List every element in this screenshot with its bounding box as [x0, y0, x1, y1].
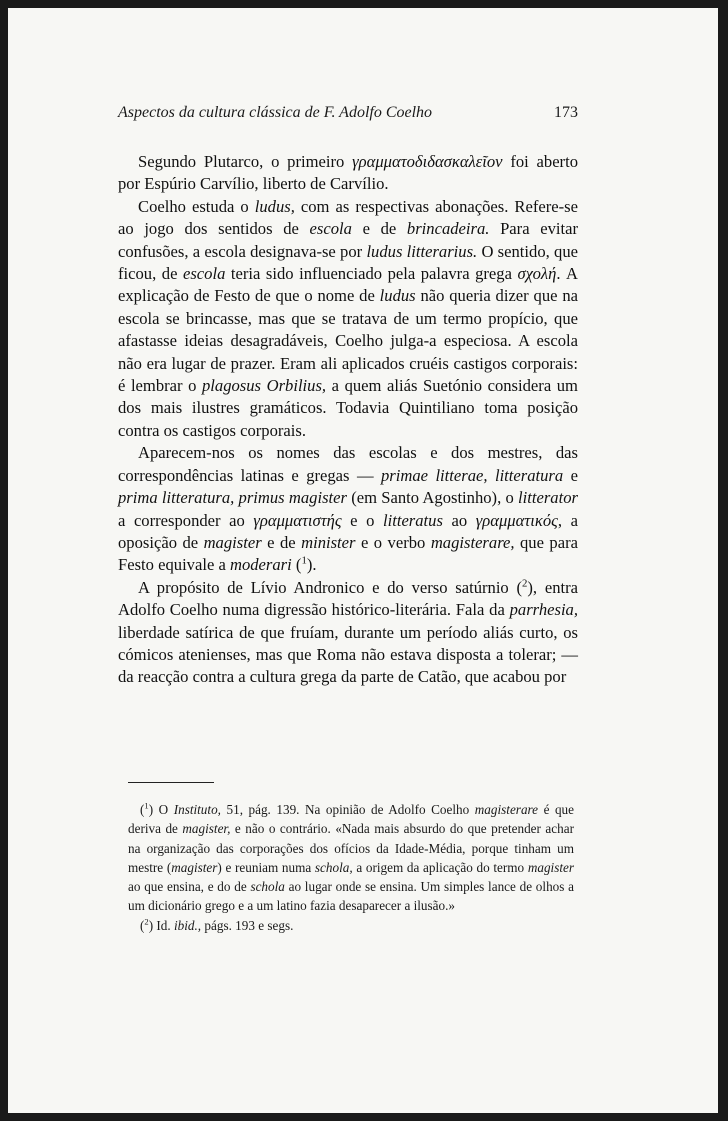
page-header [118, 104, 578, 122]
body-text [118, 151, 578, 689]
footnote-divider [128, 782, 214, 783]
footnote-2: ($^2$) Id. ibid., págs. 193 e segs. [140, 916, 294, 933]
paragraph-3: Aparecem-nos os nomes das escolas e dos mestres, das correspondências latinas e gregas — primae litterae, litteratura e prima litteratura, primus magister (em Santo Agostinho), o litterator a corresponder ao γραμματιστής e o litteratus ao γραμματικός, a oposição de magister e de minister e o verbo magisterare, que para Festo equivale a moderari ($^1$). [118, 443, 578, 575]
page-number: 173 [554, 104, 578, 121]
book-page [8, 8, 718, 1113]
footnote-ref-2[interactable]: 2 [522, 577, 528, 590]
footnote-1: ($^1$) O Instituto, 51, pág. 139. Na opinião de Adolfo Coelho magisterare é que deriva de magister, e não o contrário. «Nada mais absurdo do que pretender achar na organização das corporações dos ofícios da Idade-Média, porque tinham um mestre (magister) e reuniam numa schola, a origem da aplicação do termo magister ao que ensina, e do de schola ao lugar onde se ensina. Um simples lance de olhos a um dicionário grego e a um latino fazia desaparecer a ilusão.» [128, 800, 574, 914]
footnotes [128, 800, 574, 935]
paragraph-2: Coelho estuda o ludus, com as respectivas abonações. Refere-se ao jogo dos sentidos de escola e de brincadeira. Para evitar confusões, a escola designava-se por ludus litterarius. O sentido, que ficou, de escola teria sido influenciado pela palavra grega σχολή. A explicação de Festo de que o nome de ludus não queria dizer que na escola se brincasse, mas que se tratava de um termo propício, que afastasse ideias desagradáveis, Coelho julga-a especiosa. A escola não era lugar de prazer. Eram ali aplicados cruéis castigos corporais: é lembrar o plagosus Orbilius, a quem aliás Suetónio considera um dos mais ilustres gramáticos. Todavia Quintiliano toma posição contra os castigos corporais. [118, 196, 579, 440]
paragraph-4: A propósito de Lívio Andronico e do verso satúrnio ($^2$), entra Adolfo Coelho numa digressão histórico-literária. Fala da parrhesia, liberdade satírica de que fruíam, durante um período aliás curto, os cómicos atenienses, mas que Roma não estava disposta a tolerar; — da reacção contra a cultura grega da parte de Catão, que acabou por [118, 577, 578, 687]
footnote-ref-1[interactable]: 1 [301, 554, 307, 567]
paragraph-1: Segundo Plutarco, o primeiro γραμματοδιδασκαλεῖον foi aberto por Espúrio Carvílio, liberto de Carvílio. [118, 152, 578, 194]
running-title: Aspectos da cultura clássica de F. Adolfo Coelho [118, 104, 433, 121]
